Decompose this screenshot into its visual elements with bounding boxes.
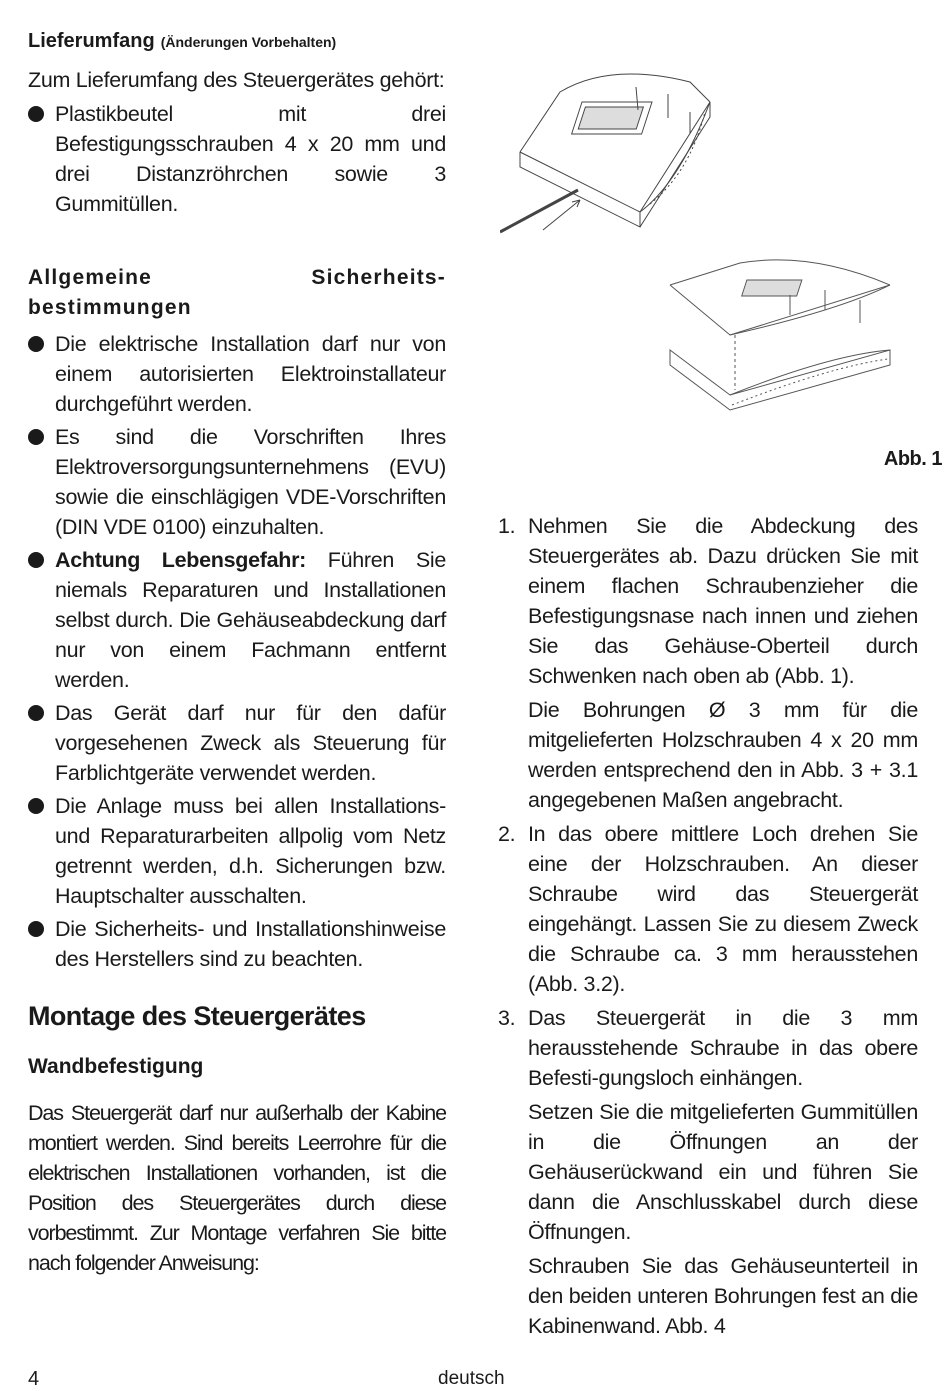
bullet-icon: [28, 798, 44, 814]
safety-item: [28, 791, 446, 911]
delivery-item: [28, 99, 446, 219]
bullet-icon: [28, 429, 44, 445]
bullet-icon: [28, 705, 44, 721]
safety-item: [28, 698, 446, 788]
delivery-intro: Zum Lieferumfang des Steuergerätes gehört:: [28, 68, 445, 92]
left-column: [28, 26, 446, 1278]
delivery-heading-note: (Änderungen Vorbehalten): [160, 34, 337, 50]
safety-item-text: Die Anlage muss bei allen Installations- und Reparaturarbeiten allpolig vom Netz getrennt werden, d.h. Sicherungen bzw. Hauptschalter ausschalten.: [55, 794, 446, 908]
figure-device-exploded: [660, 255, 920, 415]
step-item: [498, 1003, 918, 1341]
safety-item: [28, 914, 446, 974]
safety-heading-word1: Allgemeine: [28, 266, 153, 289]
safety-item: [28, 329, 446, 419]
safety-list: [28, 329, 446, 974]
step-paragraph: In das obere mittlere Loch drehen Sie eine der Holzschrauben. An dieser Schraube wird das Steuergerät eingehängt. Lassen Sie zu diesem Zweck die Schraube ca. 3 mm herausstehen (Abb. 3.2).: [528, 822, 918, 996]
step-paragraph: Die Bohrungen Ø 3 mm für die mitgelieferten Holzschrauben 4 x 20 mm werden entsprechend den in Abb. 3 + 3.1 angegebenen Maßen angebracht.: [528, 698, 918, 812]
delivery-list: [28, 99, 446, 219]
step-item: [498, 511, 918, 815]
step-paragraph: Setzen Sie die mitgelieferten Gummitüllen in die Öffnungen an der Gehäuserückwand ein und führen Sie dann die Anschlusskabel durch diese Öffnungen.: [528, 1100, 918, 1244]
delivery-item-text: Plastikbeutel mit drei Befestigungsschrauben 4 x 20 mm und drei Distanzröhrchen sowie 3 Gummitüllen.: [55, 102, 446, 216]
figure-caption: Abb. 1: [883, 448, 942, 470]
step-item: [498, 819, 918, 999]
safety-item-text: Die Sicherheits- und Installationshinweise des Herstellers sind zu beachten.: [55, 917, 446, 971]
safety-item-text: Es sind die Vorschriften Ihres Elektroversorgungsunternehmens (EVU) sowie die einschlägigen VDE-Vorschriften (DIN VDE 0100) einzuhalten.: [55, 425, 446, 539]
figure-device-opening: [500, 62, 730, 242]
safety-heading-word2: Sicherheits-: [311, 266, 446, 289]
steps-list: [498, 511, 918, 1341]
wall-text: Das Steuergerät darf nur außerhalb der Kabine montiert werden. Sind bereits Leerrohre für die elektrischen Installationen vorhanden, ist die Position des Steuergerätes durch diese vorbestimmt. Zur Montage verfahren Sie bitte nach folgender Anweisung:: [28, 1101, 446, 1275]
safety-item: [28, 422, 446, 542]
safety-item-text: Die elektrische Installation darf nur von einem autorisierten Elektroinstallateur durchgeführt werden.: [55, 332, 446, 416]
safety-item-text: Achtung Lebensgefahr: Führen Sie niemals Reparaturen und Installationen selbst durch. Die Gehäuseabdeckung darf nur von einem Fachmann entfernt werden.: [55, 548, 446, 692]
step-number: 3.: [498, 1006, 516, 1030]
step-number: 2.: [498, 822, 516, 846]
bullet-icon: [28, 106, 44, 122]
step-paragraph: Das Steuergerät in die 3 mm herausstehende Schraube in das obere Befesti-gungsloch einhängen.: [528, 1006, 918, 1090]
bullet-icon: [28, 336, 44, 352]
steps-block: [498, 511, 918, 1345]
step-paragraph: Nehmen Sie die Abdeckung des Steuergerätes ab. Dazu drücken Sie mit einem flachen Schraubenzieher die Befestigungsnase nach innen und ziehen Sie das Gehäuse-Oberteil durch Schwenken nach oben ab (Abb. 1).: [528, 514, 918, 688]
safety-item-warning: [28, 545, 446, 695]
delivery-heading: [28, 26, 446, 57]
safety-heading-word3: bestimmungen: [28, 296, 192, 319]
step-paragraph: Schrauben Sie das Gehäuseunterteil in den beiden unteren Bohrungen fest an die Kabinenwand. Abb. 4: [528, 1254, 918, 1338]
bullet-icon: [28, 552, 44, 568]
step-number: 1.: [498, 514, 516, 538]
wall-heading: Wandbefestigung: [28, 1055, 204, 1078]
bullet-icon: [28, 921, 44, 937]
footer-language: deutsch: [438, 1368, 505, 1389]
warning-label: Achtung Lebensgefahr:: [55, 548, 307, 572]
safety-item-text: Das Gerät darf nur für den dafür vorgesehenen Zweck als Steuerung für Farblichtgeräte verwendet werden.: [55, 701, 446, 785]
delivery-heading-text: Lieferumfang: [28, 30, 155, 52]
page-number: 4: [28, 1368, 40, 1390]
safety-heading: [28, 263, 446, 323]
mount-heading: Montage des Steuergerätes: [28, 1001, 366, 1031]
